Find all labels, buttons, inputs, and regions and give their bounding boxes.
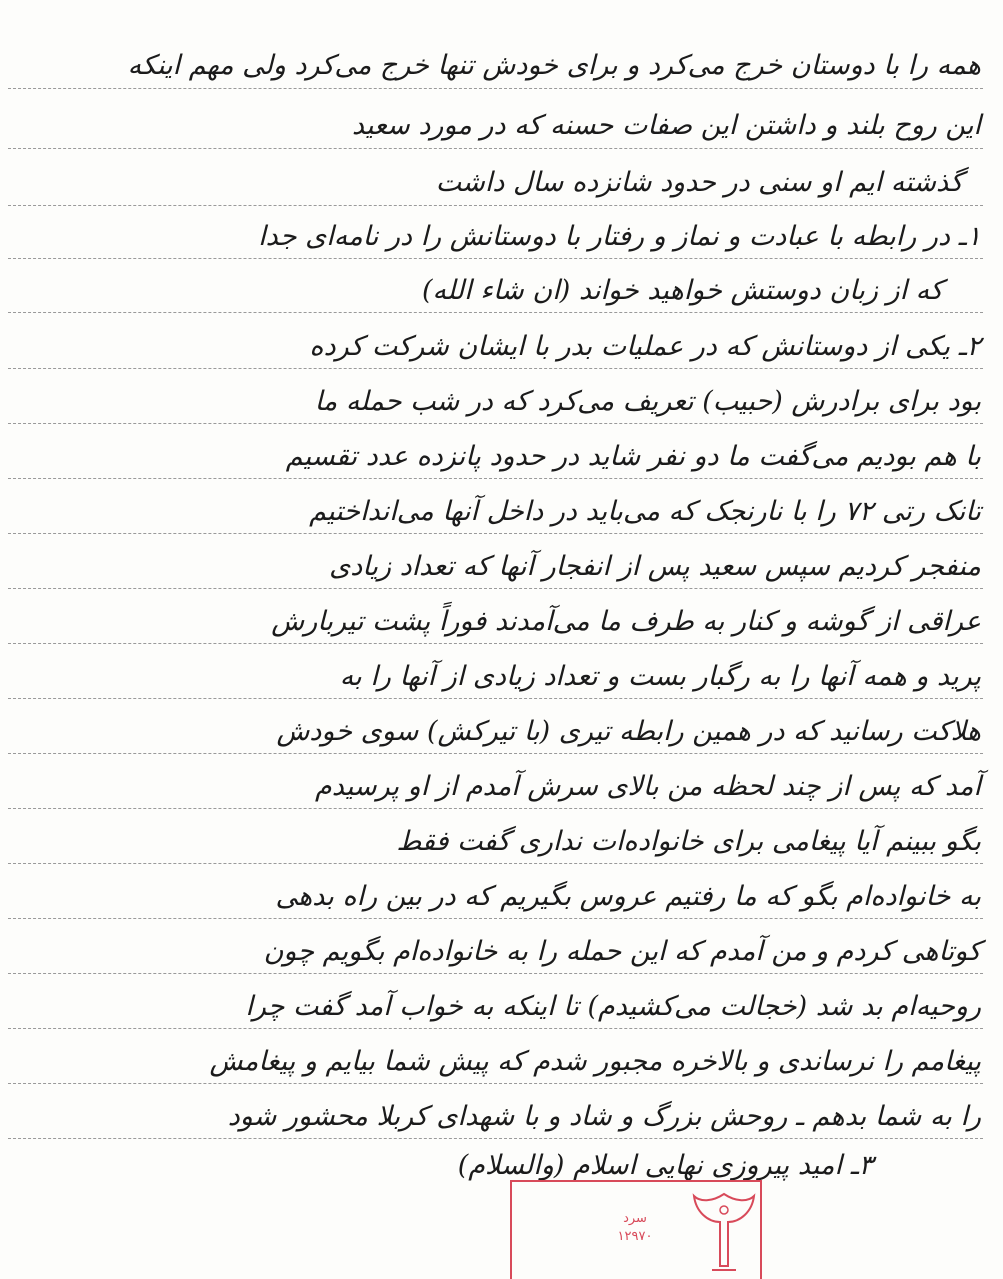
ruled-line (8, 423, 983, 424)
text-line-21: ۳ـ امید پیروزی نهایی اسلام (والسلام) (457, 1150, 873, 1181)
text-line-13: هلاکت رسانید که در همین رابطه تیری (با تیرکش) سوی خودش (276, 716, 981, 747)
text-line-1: همه را با دوستان خرج می‌کرد و برای خودش تنها خرج می‌کرد ولی مهم اینکه (127, 50, 981, 81)
text-line-18: روحیه‌ام بد شد (خجالت می‌کشیدم) تا اینکه به خواب آمد گفت چرا (245, 991, 981, 1022)
text-line-2: این روح بلند و داشتن این صفات حسنه که در مورد سعید (351, 110, 981, 141)
text-line-7: بود برای برادرش (حبیب) تعریف می‌کرد که در شب حمله ما (314, 386, 981, 417)
ruled-line (8, 588, 983, 589)
ruled-line (8, 533, 983, 534)
text-line-16: به خانواده‌ام بگو که ما رفتیم عروس بگیریم که در بین راه بدهی (275, 881, 981, 912)
text-line-3: گذشته ایم او سنی در حدود شانزده سال داشت (435, 167, 963, 198)
text-line-6: ۲ـ یکی از دوستانش که در عملیات بدر با ایشان شرکت کرده (309, 331, 981, 362)
text-line-4: ۱ـ در رابطه با عبادت و نماز و رفتار با دوستانش را در نامه‌ای جدا (258, 221, 981, 252)
ruled-line (8, 205, 983, 206)
stamp-line-2: ۱۲۹۷۰ (617, 1229, 653, 1244)
text-line-11: عراقی از گوشه و کنار به طرف ما می‌آمدند فوراً پشت تیربارش (271, 606, 981, 637)
ruled-line (8, 1083, 983, 1084)
ruled-line (8, 148, 983, 149)
text-line-5: که از زبان دوستش خواهید خواند (ان شاء الله) (421, 275, 943, 306)
ruled-line (8, 312, 983, 313)
ruled-line (8, 753, 983, 754)
text-line-20: را به شما بدهم ـ روحش بزرگ و شاد و با شهدای کربلا محشور شود (227, 1101, 981, 1132)
stamp-text (580, 1210, 690, 1246)
ruled-line (8, 88, 983, 89)
ruled-line (8, 863, 983, 864)
text-line-15: بگو ببینم آیا پیغامی برای خانواده‌ات نداری گفت فقط (396, 826, 981, 857)
stamp-emblem-icon (690, 1188, 758, 1278)
ruled-line (8, 258, 983, 259)
text-line-8: با هم بودیم می‌گفت ما دو نفر شاید در حدود پانزده عدد تقسیم (285, 441, 981, 472)
text-line-14: آمد که پس از چند لحظه من بالای سرش آمدم از او پرسیدم (315, 771, 981, 802)
text-line-12: پرید و همه آنها را به رگبار بست و تعداد زیادی از آنها را به (339, 661, 981, 692)
text-line-17: کوتاهی کردم و من آمدم که این حمله را به خانواده‌ام بگویم چون (263, 936, 981, 967)
text-line-9: تانک رتی ۷۲ را با نارنجک که می‌باید در داخل آنها می‌انداختیم (309, 496, 981, 527)
ruled-line (8, 478, 983, 479)
text-line-10: منفجر کردیم سپس سعید پس از انفجار آنها که تعداد زیادی (329, 551, 981, 582)
ruled-line (8, 643, 983, 644)
ruled-line (8, 918, 983, 919)
ruled-line (8, 808, 983, 809)
stamp-line-1: سرد (623, 1211, 647, 1226)
ruled-line (8, 1028, 983, 1029)
ruled-line (8, 1138, 983, 1139)
ruled-line (8, 368, 983, 369)
ruled-line (8, 973, 983, 974)
text-line-19: پیغامم را نرساندی و بالاخره مجبور شدم که پیش شما بیایم و پیغامش (209, 1046, 981, 1077)
ruled-line (8, 698, 983, 699)
